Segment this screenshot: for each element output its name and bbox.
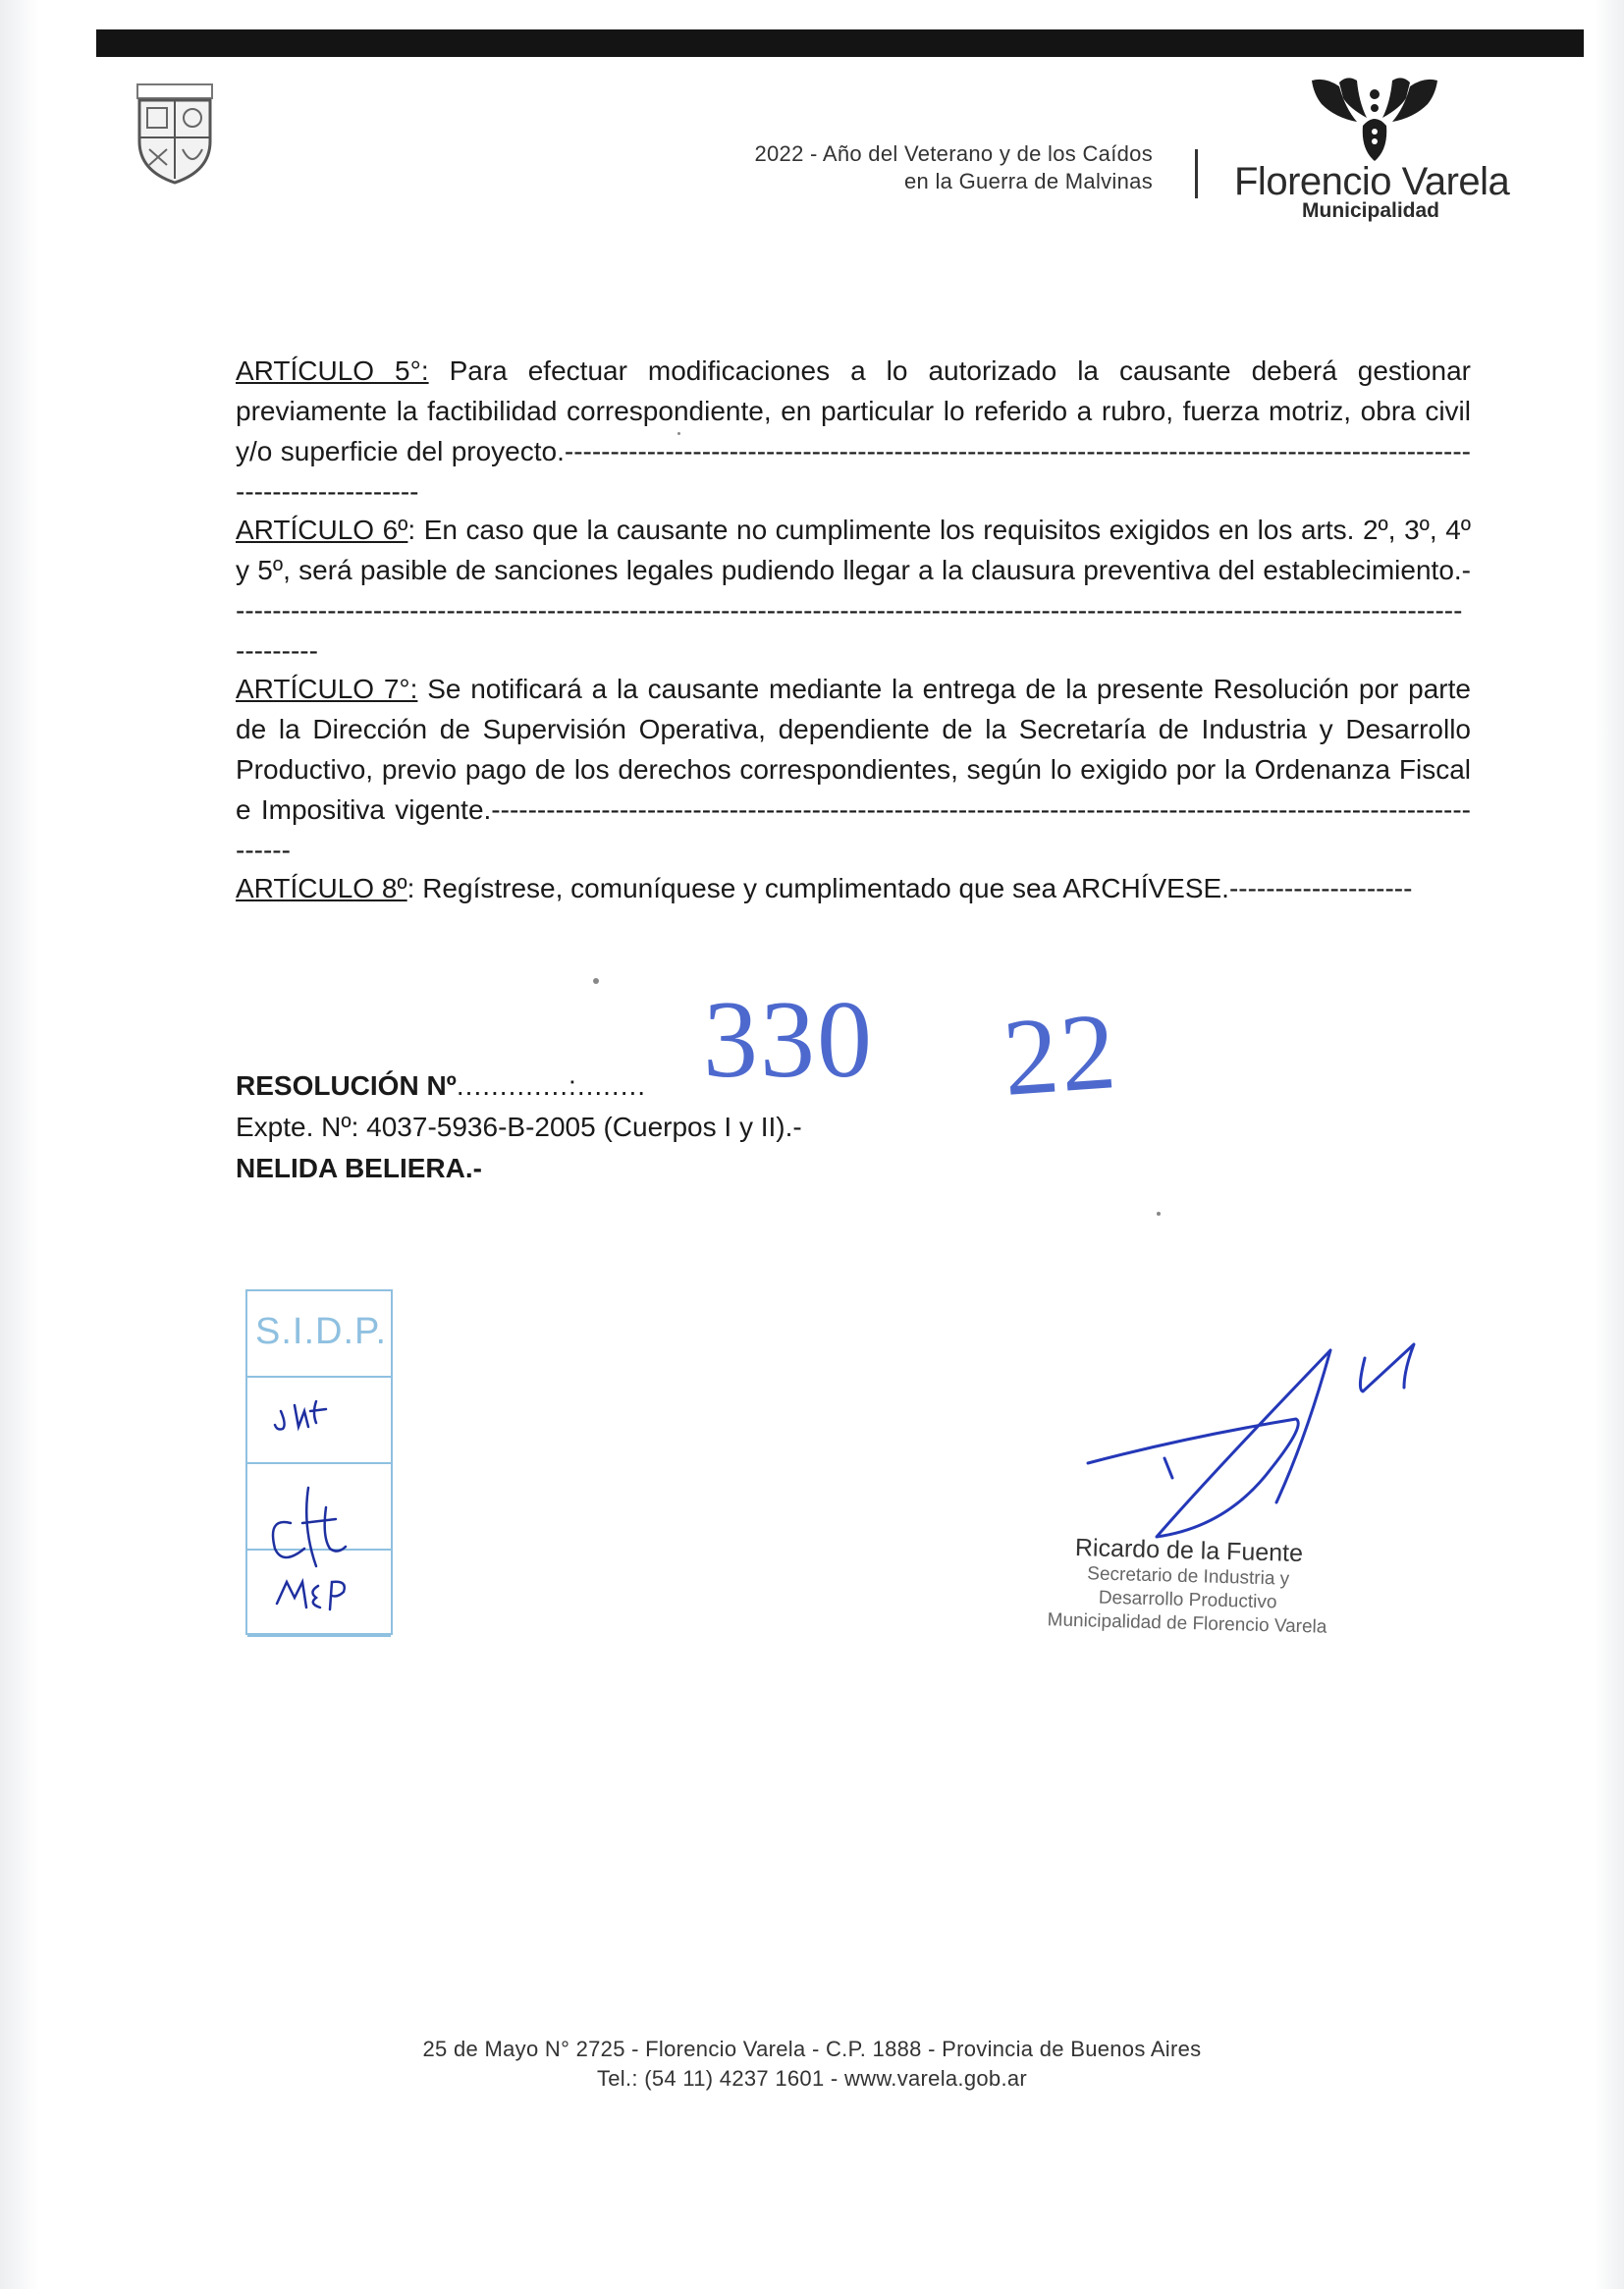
signer-block [1020, 1533, 1357, 1641]
article-7-text: Se notificará a la causante mediante la entrega de la presente Resolución por parte de la Dirección de Supervisión Operativa, dependiente de la Secretaría de Industria y Desarrollo Productivo, previo pago de los derechos correspondientes, según lo exigido por la Ordenanza Fiscal e Impositiva vigente.----------------------------------------------------------------------------------------------------------------- [236, 674, 1471, 865]
scan-speck [1157, 1212, 1161, 1216]
resolution-dots: .............:........ [456, 1070, 647, 1101]
resolution-number-stamp: 330 [703, 979, 874, 1101]
logo-name: Florencio Varela [1234, 160, 1510, 203]
sidp-title: S.I.D.P. [255, 1311, 388, 1352]
article-7-heading: ARTÍCULO 7°: [236, 674, 418, 704]
resolution-label [236, 1070, 646, 1102]
scan-speck [593, 978, 599, 984]
resolution-label-text: RESOLUCIÓN Nº [236, 1070, 457, 1101]
handwritten-signature [1070, 1331, 1424, 1556]
signer-role-line-3: Municipalidad de Florencio Varela [1047, 1609, 1327, 1638]
article-6-text: : En caso que la causante no cumplimente los requisitos exigidos en los arts. 2º, 3º, 4º y 5º, será pasible de sanciones legales pudiendo llegar a la clausura preventiva del establecimiento.------------------------------------------------------------------------------------------------------------------------------------------------ [236, 515, 1471, 666]
article-6-heading: ARTÍCULO 6º [236, 515, 408, 545]
article-5 [236, 351, 1471, 512]
logo-subtitle: Municipalidad [1302, 199, 1440, 222]
sidp-initials-cell-1 [247, 1378, 391, 1464]
sidp-initials-cell-2 [247, 1464, 391, 1551]
scan-speck [677, 432, 680, 435]
signer-role-line-2: Desarrollo Productivo [1098, 1587, 1277, 1613]
expediente-number: Expte. Nº: 4037-5936-B-2005 (Cuerpos I y II).- [236, 1112, 802, 1142]
signer-name: Ricardo de la Fuente [1074, 1533, 1304, 1568]
applicant-name: NELIDA BELIERA.- [236, 1153, 482, 1183]
article-7 [236, 669, 1471, 865]
motto-line-2: en la Guerra de Malvinas [904, 169, 1153, 193]
signer-role-line-1: Secretario de Industria y [1087, 1563, 1290, 1590]
sidp-title-cell [247, 1291, 391, 1378]
sidp-stamp [245, 1289, 393, 1635]
footer [0, 2035, 1624, 2094]
header-separator [1195, 149, 1198, 198]
article-8-text: : Regístrese, comuníquese y cumplimentado que sea ARCHÍVESE.-------------------- [406, 873, 1413, 903]
footer-address: 25 de Mayo N° 2725 - Florencio Varela - C.P. 1888 - Provincia de Buenos Aires [422, 2037, 1202, 2061]
resolution-year-stamp: 22 [999, 990, 1122, 1119]
scan-edge-left [0, 0, 39, 2289]
scan-edge-right [1595, 0, 1624, 2289]
article-5-text: Para efectuar modificaciones a lo autorizado la causante deberá gestionar previamente la factibilidad correspondiente, en particular lo referido a rubro, fuerza motriz, obra civil y/o superficie del proyecto.----------------------------------------------------------------------------------------------------------------------- [236, 355, 1471, 507]
florencio-varela-logo-icon [1306, 73, 1443, 163]
article-8 [236, 868, 1471, 908]
municipal-crest-icon [134, 81, 216, 187]
article-6 [236, 510, 1471, 671]
header-top-bar [96, 29, 1584, 57]
sidp-initials-cell-3 [247, 1551, 391, 1637]
header-motto [754, 140, 1153, 195]
article-8-heading: ARTÍCULO 8º [236, 873, 407, 903]
footer-contact: Tel.: (54 11) 4237 1601 - www.varela.gob.ar [596, 2066, 1028, 2091]
motto-line-1: 2022 - Año del Veterano y de los Caídos [754, 141, 1153, 166]
article-5-heading: ARTÍCULO 5°: [236, 355, 429, 386]
